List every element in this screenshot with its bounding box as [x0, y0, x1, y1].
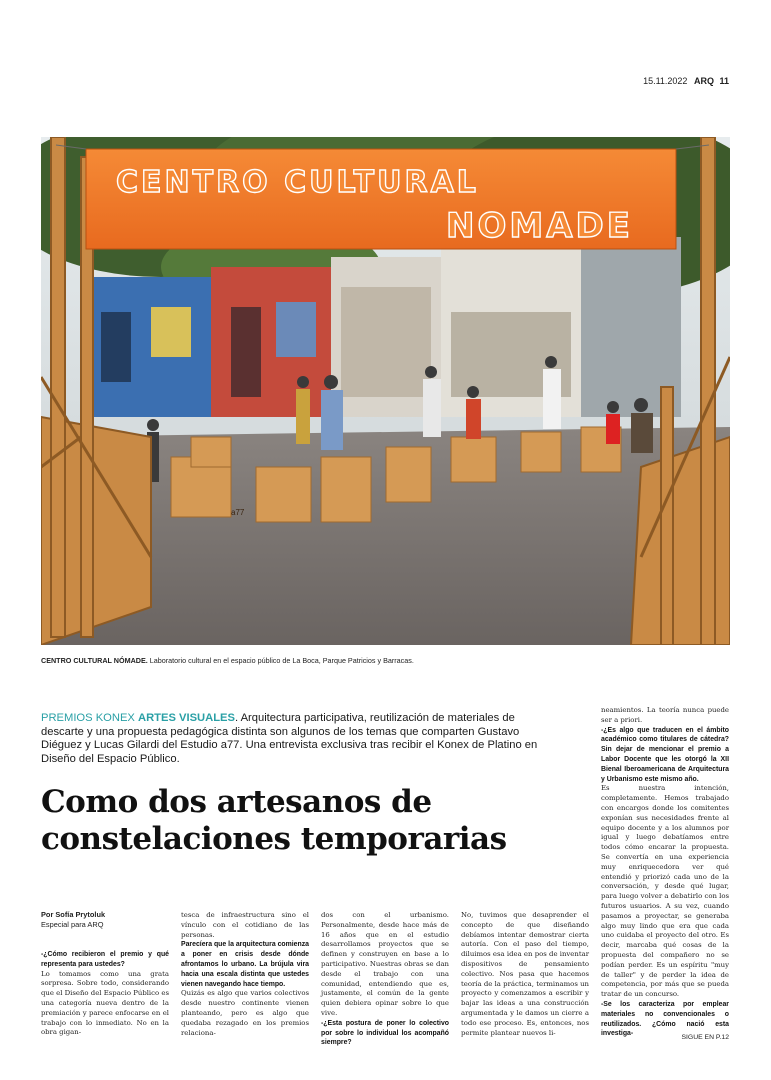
byline [41, 910, 166, 929]
page-folio [643, 76, 729, 86]
article-deck [41, 712, 543, 766]
byline-author: Por Sofía Prytoluk [41, 910, 106, 919]
answer: neamientos. La teoría nunca puede ser a priori. [601, 706, 729, 724]
question: -¿Es algo que traducen en el ámbito académico como titulares de cátedra? Sin dejar de mencionar el premio a Labor Docente que les otorgó la XII Bienal Iberoamericana de Arquitectura y Urbanismo este mismo año. [601, 726, 729, 783]
question: -¿Cómo recibieron el premio y qué representa para ustedes? [41, 951, 169, 968]
cultural-center-illustration [41, 137, 730, 645]
crate-label: a77 [231, 508, 245, 517]
kicker-category: ARTES VISUALES [137, 712, 235, 724]
kicker-award: PREMIOS KONEX [41, 712, 138, 724]
page-number: 11 [719, 76, 729, 86]
issue-date: 15.11.2022 [643, 76, 688, 86]
section-name: ARQ [693, 76, 714, 86]
answer: dos con el urbanismo. Personalmente, desde hace más de 16 años que en el estudio desarrollamos proyectos que se definen y construyen en base a lo participativo. Nuestras obras se dan desde el trabajo con una comunidad, entendiendo que es, justamente, el común de la gente quien debiera opinar sobre lo que vive. [321, 911, 449, 1017]
headline-line-2: constelaciones temporarias [41, 821, 507, 857]
headline-line-1: Como dos artesanos de [41, 784, 432, 820]
deck-text: . Arquitectura participativa, reutilización de materiales de descarte y una propuesta pedagógica distinta son algunos de los temas que comparten Gustavo Diéguez y Lucas Gilardi del Estudio a77. Una entrevista exclusiva tras recibir el Konex de Platino en Diseño del Espacio Público. [41, 712, 538, 765]
answer: Es nuestra intención, completamente. Hemos trabajado con encargos donde los comitentes exponían sus necesidades frente al equipo docente y a los alumnos por igual y luego debatíamos entre todos cómo encarar la propuesta. Se convertía en una experiencia muy enriquecedora ver qué entendió y priorizó cada uno de la conversación, y desde qué lugar, para luego volver a debatirlo con los futuros usuarios. A su vez, cuando pasamos a proyectar, se generaba algo muy lindo que era que cada uno cuidaba el proyecto del otro. Es decir, marcaba qué cosas de la propuesta del compañero no se podían perder. Es un espíritu "muy de taller" y de perder la idea de competencia, por más que se pueda tratar de un concurso. [601, 784, 729, 999]
body-column-5 [601, 706, 729, 1039]
body-column-3 [321, 911, 449, 1048]
photo-caption [41, 656, 730, 665]
deck-kicker [41, 712, 235, 724]
body-column-1 [41, 950, 169, 1038]
byline-role: Especial para ARQ [41, 919, 104, 929]
caption-text: Laboratorio cultural en el espacio público de La Boca, Parque Patricios y Barracas. [147, 656, 414, 665]
question: Parecíera que la arquitectura comienza a poner en crisis desde dónde afrontamos lo urbano. La brújula vira hacia una escala distinta que ustedes vienen navegando hace tiempo. [181, 941, 309, 988]
answer: No, tuvimos que desaprender el concepto de que diseñando debíamos intentar demostrar cierta autoría. Con el paso del tiempo, diluimos esa idea en pos de inventar dispositivos de pensamiento colectivo. Nos pasa que hacemos teoría de la práctica, terminamos un proyecto y comenzamos a escribir y bajar las ideas a una construcción argumentada y le damos un cierre a todo ese proceso. Es, entonces, nos permite plantear nuevos li- [461, 911, 589, 1037]
lead-photo [41, 137, 730, 645]
answer: Lo tomamos como una grata sorpresa. Sobre todo, considerando que el Diseño del Espacio Público es una categoría nueva dentro de la premiación y parece enfocarse en el trabajo con lo inmediato. No en la obra gigan- [41, 969, 169, 1037]
banner-subtitle: NOMADE [446, 206, 633, 246]
continued-on: SIGUE EN P.12 [681, 1034, 729, 1041]
banner-title: CENTRO CULTURAL [116, 165, 479, 200]
article-headline [41, 784, 561, 858]
question: -Se los caracteriza por emplear materiales no convencionales o reutilizados. ¿Cómo nació esta investiga- [601, 1000, 729, 1038]
caption-label: CENTRO CULTURAL NÓMADE. [41, 656, 148, 665]
body-column-4 [461, 911, 589, 1038]
body-column-2 [181, 911, 309, 1038]
question: -¿Esta postura de poner lo colectivo por sobre lo individual los acompañó siempre? [321, 1019, 449, 1047]
answer: tesca de infraestructura sino el vínculo con el cotidiano de las personas. [181, 911, 309, 939]
answer: Quizás es algo que varios colectivos desde nuestro continente vienen planteando, pero es algo que quedaba rezagado en los premios relaciona- [181, 989, 309, 1037]
